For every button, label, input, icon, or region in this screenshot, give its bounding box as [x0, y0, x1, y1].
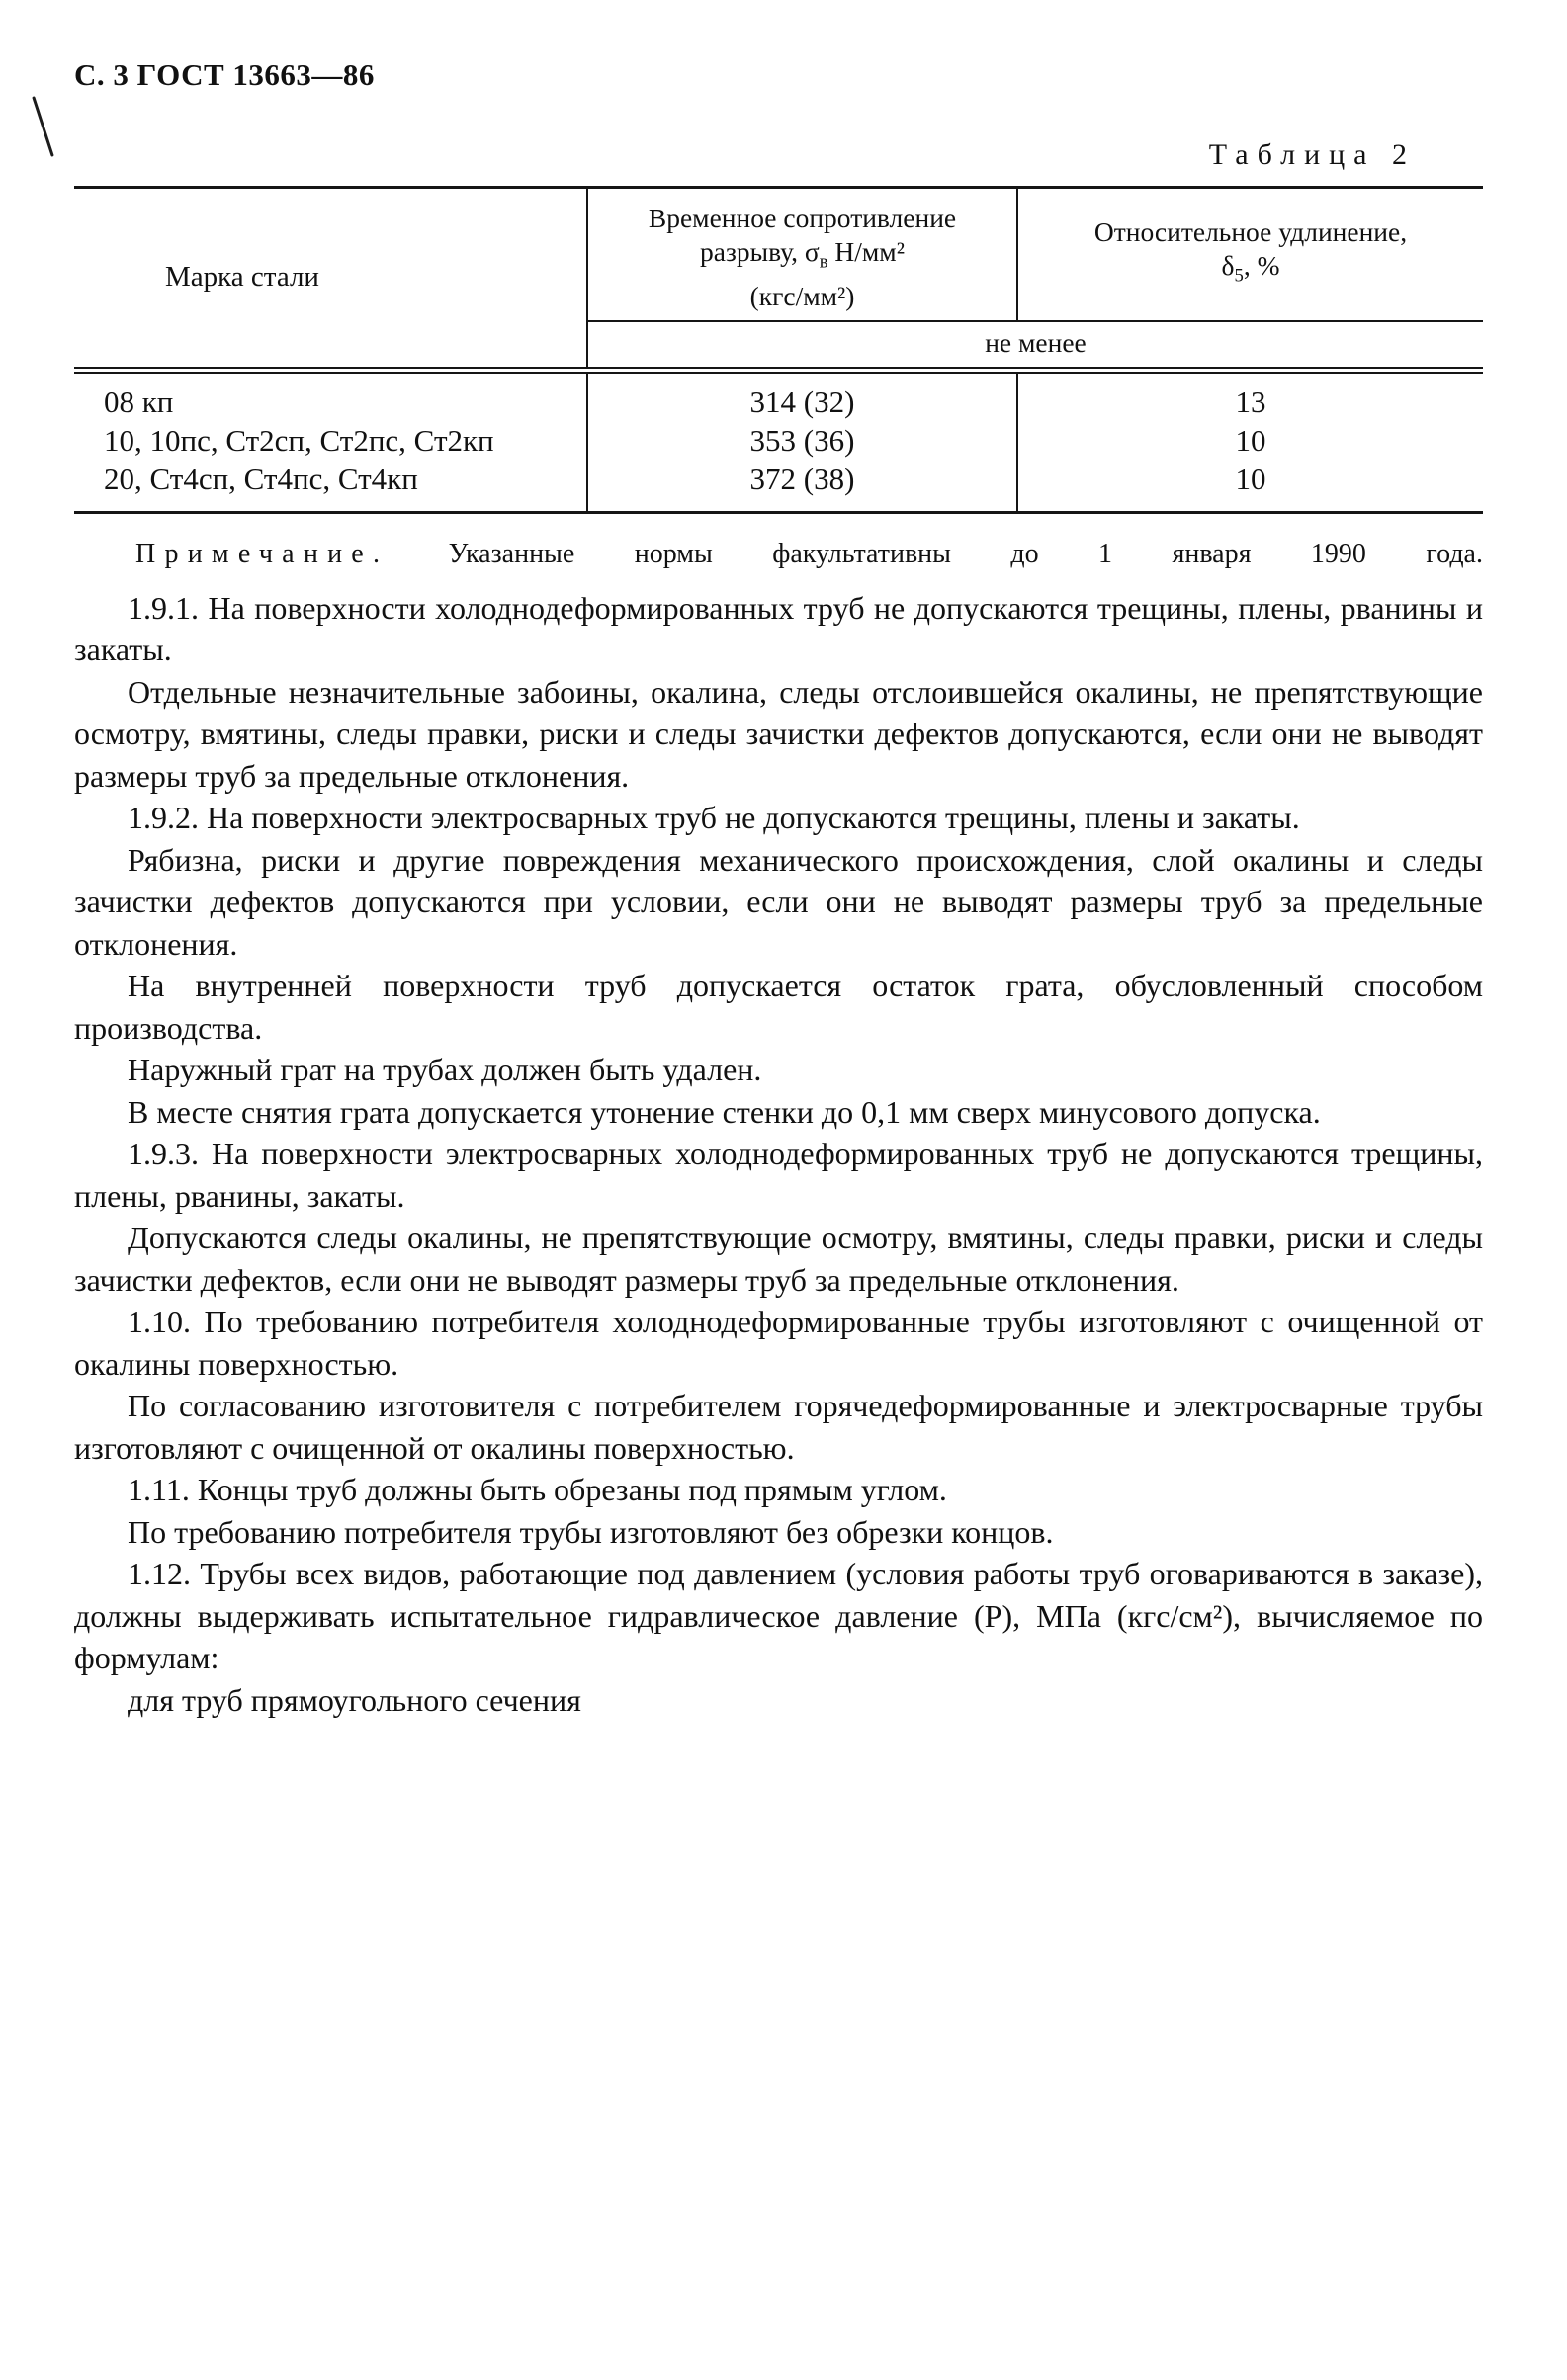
- paragraph: 1.12. Трубы всех видов, работающие под давлением (условия работы труб оговариваются в заказе), должны выдерживать испытательное гидравлическое давление (Р), МПа (кгс/см²), вычисляемое по формулам:: [74, 1556, 1483, 1675]
- paragraph: 1.9.1. На поверхности холоднодеформированных труб не допускаются трещины, плены, рванины и закаты.: [74, 589, 1483, 667]
- strength-header-line2-pre: разрыву, σ: [700, 236, 820, 267]
- elongation-cell: 10: [1235, 422, 1266, 458]
- paragraph: Допускаются следы окалины, не препятствующие осмотру, вмятины, следы правки, риски и следы зачистки дефектов, если они не выводят размеры труб за предельные отклонения.: [74, 1220, 1483, 1298]
- strength-header-line1: Временное сопротивление: [648, 203, 957, 233]
- paragraph: 1.10. По требованию потребителя холоднодеформированные трубы изготовляют с очищенной от окалины поверхностью.: [74, 1304, 1483, 1382]
- strength-cell: 353 (36): [588, 421, 1018, 460]
- strength-cell: 372 (38): [588, 460, 1018, 511]
- table-note: [74, 536, 1483, 573]
- strength-header-line2: [594, 235, 1010, 280]
- paragraph: По согласованию изготовителя с потребителем горячедеформированные и электросварные трубы изготовляют с очищенной от окалины поверхностью.: [74, 1388, 1483, 1466]
- table-body: [74, 374, 1483, 511]
- note-text: Указанные нормы факультативны до 1 января 1990 года.: [389, 538, 1483, 569]
- table-header: [74, 186, 1483, 374]
- pen-mark: [32, 96, 54, 157]
- paragraph: Наружный грат на трубах должен быть удален.: [128, 1052, 762, 1087]
- paragraph: Рябизна, риски и другие повреждения механического происхождения, слой окалины и следы зачистки дефектов допускаются при условии, если они не выводят размеры труб за предельные отклонения.: [74, 841, 1483, 962]
- grade-cell: 10, 10пс, Ст2сп, Ст2пс, Ст2кп: [74, 421, 588, 460]
- page-content: [74, 0, 1483, 1721]
- strength-column-header: [588, 189, 1018, 320]
- sigma-subscript: в: [819, 251, 828, 273]
- paragraph: 1.9.3. На поверхности электросварных холоднодеформированных труб не допускаются трещины, плены, рванины, закаты.: [74, 1136, 1483, 1214]
- elongation-header-line2: [1024, 249, 1477, 294]
- delta-subscript: 5: [1234, 265, 1244, 286]
- grade-cell: 20, Ст4сп, Ст4пс, Ст4кп: [74, 460, 588, 511]
- body-text: [74, 587, 1483, 1722]
- elongation-column-header: [1018, 189, 1483, 320]
- paragraph: По требованию потребителя трубы изготовляют без обрезки концов.: [128, 1513, 1054, 1550]
- paragraph: для труб прямоугольного сечения: [128, 1681, 581, 1718]
- strength-cell: 314 (32): [588, 374, 1018, 421]
- paragraph: 1.9.2. На поверхности электросварных труб не допускаются трещины, плены и закаты.: [128, 800, 1300, 835]
- paragraph: В месте снятия грата допускается утонение стенки до 0,1 мм сверх минусового допуска.: [128, 1093, 1321, 1130]
- strength-header-line3: (кгс/мм²): [749, 280, 855, 311]
- paragraph: 1.11. Концы труб должны быть обрезаны под прямым углом.: [128, 1472, 947, 1507]
- elongation-header-line1: Относительное удлинение,: [1093, 215, 1408, 247]
- elongation-cell: 10: [1235, 461, 1266, 496]
- note-label: Примечание.: [135, 538, 390, 569]
- table-caption: Таблица 2: [1208, 138, 1416, 171]
- strength-header-line2-post: Н/мм²: [827, 236, 905, 267]
- grade-column-header: [74, 189, 588, 367]
- paragraph: На внутренней поверхности труб допускается остаток грата, обусловленный способом производства.: [74, 968, 1483, 1046]
- elongation-cell: 13: [1235, 383, 1266, 419]
- table-header-right: [588, 189, 1483, 367]
- grade-column-header-label: Марка стали: [165, 261, 319, 294]
- grade-cell: 08 кп: [74, 374, 588, 421]
- table-header-columns: [588, 189, 1483, 320]
- ne-menee-subheader: не менее: [588, 320, 1483, 367]
- paragraph: Отдельные незначительные забоины, окалина, следы отслоившейся окалины, не препятствующие осмотру, вмятины, следы правки, риски и следы зачистки дефектов допускаются, если они не выводят размеры труб за предельные отклонения.: [74, 673, 1483, 794]
- page-header: С. 3 ГОСТ 13663—86: [74, 57, 375, 92]
- spec-table: [74, 186, 1483, 514]
- elongation-header-line2-post: , %: [1243, 249, 1280, 281]
- elongation-header-line2-pre: δ: [1221, 249, 1235, 281]
